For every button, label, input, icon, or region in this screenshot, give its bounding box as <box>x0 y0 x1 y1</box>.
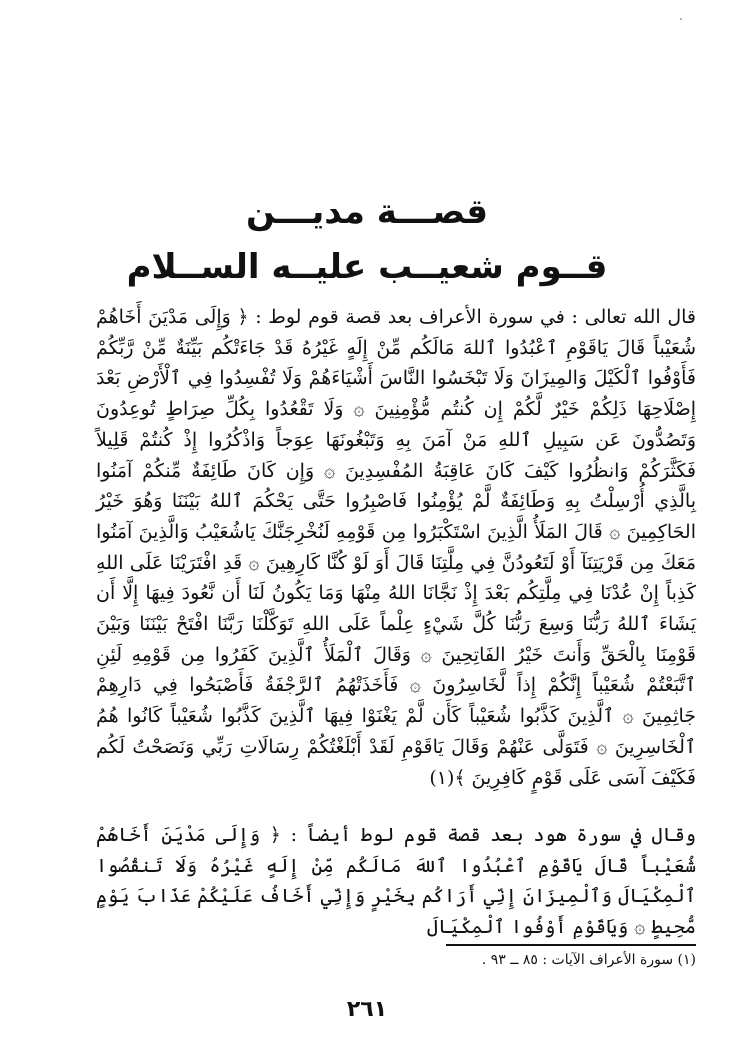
footnote-divider <box>446 944 696 946</box>
footnote: (١) سورة الأعراف الآيات : ٨٥ ــ ٩٣ . <box>481 952 696 968</box>
body-paragraph: قال الله تعالى : في سورة الأعراف بعد قصة قوم لوط : ﴿ وَإِلَى مَدْيَنَ أَخَاهُمْ شُعَيْباً قَالَ يَاقَوْمِ ٱعْبُدُوا ٱللهَ مَالَكُم مِّنْ إِلَهٍ غَيْرُهُ قَدْ جَاءَتْكُم بَيِّنَةٌ مِّنْ رَّبِّكُمْ فَأَوْفُوا ٱلْكَيْلَ وَالمِيزَانَ وَلَا تَبْخَسُوا النَّاسَ أَشْيَاءَهُمْ وَلَا تُفْسِدُوا فِي ٱلْأَرْضِ بَعْدَ إِصْلَاحِهَا ذَلِكُمْ خَيْرٌ لَّكُمْ إِن كُنتُم مُّؤْمِنِينَ ۞ وَلَا تَقْعُدُوا بِكُلِّ صِرَاطٍ تُوعِدُونَ وَتَصُدُّونَ عَن سَبِيلِ ٱللهِ مَنْ آمَنَ بِهِ وَتَبْغُونَهَا عِوَجاً وَاذْكُرُوا إِذْ كُنتُمْ قَلِيلاً فَكَثَّرَكُمْ وَانظُرُوا كَيْفَ كَانَ عَاقِبَةُ المُفْسِدِينَ ۞ وَإِن كَانَ طَائِفَةٌ مِّنكُمْ آمَنُوا بِالَّذِي أُرْسِلْتُ بِهِ وَطَائِفَةٌ لَّمْ يُؤْمِنُوا فَاصْبِرُوا حَتَّى يَحْكُمَ ٱللهُ بَيْنَنَا وَهُوَ خَيْرُ الحَاكِمِينَ ۞ قَالَ المَلَأُ الَّذِينَ اسْتَكْبَرُوا مِن قَوْمِهِ لَنُخْرِجَنَّكَ يَاشُعَيْبُ وَالَّذِينَ آمَنُوا مَعَكَ مِن قَرْيَتِنَآ أَوْ لَتَعُودُنَّ فِي مِلَّتِنَا قَالَ أَوَ لَوْ كُنَّا كَارِهِينَ ۞ قَدِ افْتَرَيْنَا عَلَى اللهِ كَذِباً إِنْ عُدْنَا فِي مِلَّتِكُم بَعْدَ إِذْ نَجَّانَا اللهُ مِنْهَا وَمَا يَكُونُ لَنَا أَن نَّعُودَ فِيهَا إِلَّا أَن يَشَاءَ ٱللهُ رَبُّنَا وَسِعَ رَبُّنَا كُلَّ شَيْءٍ عِلْماً عَلَى اللهِ تَوَكَّلْنَا رَبَّنَا افْتَحْ بَيْنَنَا وَبَيْنَ قَوْمِنَا بِالْحَقِّ وَأَنتَ خَيْرُ الفَاتِحِينَ ۞ وَقَالَ ٱلْمَلَأُ ٱلَّذِينَ كَفَرُوا مِن قَوْمِهِ لَئِنِ ٱتَّبَعْتُمْ شُعَيْباً إِنَّكُمْ إِذاً لَّخَاسِرُونَ ۞ فَأَخَذَتْهُمُ ٱلرَّجْفَةُ فَأَصْبَحُوا فِي دَارِهِمْ جَاثِمِينَ ۞ ٱلَّذِينَ كَذَّبُوا شُعَيْباً كَأَن لَّمْ يَغْنَوْا فِيهَا ٱلَّذِينَ كَذَّبُوا شُعَيْباً كَانُوا هُمُ ٱلْخَاسِرِينَ ۞ فَتَوَلَّى عَنْهُمْ وَقَالَ يَاقَوْمِ لَقَدْ أَبْلَغْتُكُمْ رِسَالَاتِ رَبِّي وَنَصَحْتُ لَكُم فَكَيْفَ آسَى عَلَى قَوْمٍ كَافِرِينَ ﴾(١) <box>96 306 696 789</box>
scan-speck <box>680 18 682 20</box>
page-subtitle: قــوم شعيــب عليــه الســلام <box>126 247 608 287</box>
body-paragraph: وقال في سورة هود بعد قصة قوم لوط أيضاً : ﴿ وَإِلَى مَدْيَنَ أَخَاهُمْ شُعَيْباً قَالَ يَاقَوْمِ ٱعْبُدُوا ٱللهَ مَالَكُم مِّنْ إِلَهٍ غَيْرُهُ وَلَا تَنقُصُوا ٱلْمِكْيَالَ وَٱلْمِيزَانَ إِنِّي أَرَاكُم بِخَيْرٍ وَإِنِّي أَخَافُ عَلَيْكُمْ عَذَابَ يَوْمٍ مُّحِيطٍ ۞ وَيَاقَوْمِ أَوْفُوا ٱلْمِكْيَالَ <box>96 824 696 939</box>
page-title: قصـــة مديـــن <box>245 192 488 232</box>
page-number: ٢٦١ <box>346 997 388 1022</box>
